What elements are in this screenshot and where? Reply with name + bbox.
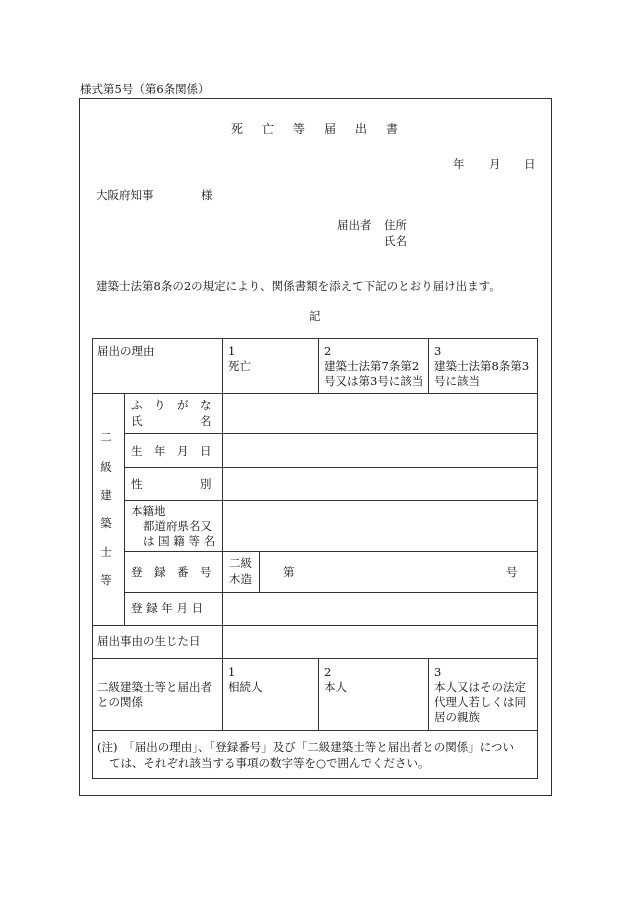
domicile-label: 都道府県名又: [143, 519, 212, 533]
form-number: 様式第5号（第6条関係）: [80, 82, 210, 96]
table-rule: [428, 658, 429, 730]
side-label-char: 二: [100, 430, 112, 444]
ki-mark: 記: [309, 309, 321, 323]
table-rule: [124, 467, 538, 468]
note-line-2: ては、それぞれ該当する事項の数字等を○で囲んでください。: [109, 756, 430, 770]
option-text: 本人又はその法定: [434, 680, 526, 694]
relation-option-2[interactable]: [324, 665, 347, 695]
table-rule: [318, 338, 319, 393]
registration-go: 号: [506, 565, 518, 579]
date-year: 年: [453, 157, 465, 171]
table-rule: [92, 625, 538, 626]
notifier-label: 届出者: [337, 218, 372, 232]
table-rule: [222, 625, 223, 658]
title-char: 出: [355, 122, 369, 136]
reason-option-1[interactable]: [228, 344, 251, 374]
reason-option-3[interactable]: [434, 344, 529, 389]
option-number: 2: [324, 665, 332, 679]
table-rule: [92, 393, 538, 394]
table-rule: [124, 551, 538, 552]
domicile-label: は 国 籍 等 名: [143, 534, 216, 548]
option-text: 本人: [324, 680, 347, 694]
option-text: 建築士法第7条第2: [324, 359, 420, 373]
option-number: 1: [228, 665, 236, 679]
date-month: 月: [489, 157, 501, 171]
side-label-char: 建: [100, 488, 112, 502]
notifier-address-label: 住所: [384, 218, 407, 232]
title-char: 死: [230, 122, 244, 136]
date-day: 日: [524, 157, 536, 171]
side-label-char: 等: [100, 573, 112, 587]
addressee-honorific: 様: [201, 188, 213, 202]
relation-option-3[interactable]: [434, 665, 526, 725]
furigana-label: ふ り が な: [131, 398, 212, 412]
side-label-char: 級: [100, 460, 112, 474]
table-rule: [92, 658, 538, 659]
table-rule: [92, 730, 538, 731]
name-label: 氏 名: [131, 414, 212, 428]
addressee-name: 大阪府知事: [96, 188, 154, 202]
reason-option-2[interactable]: [324, 344, 423, 389]
statement: 建築士法第8条の2の規定により、関係書類を添えて下記のとおり届け出ます。: [96, 279, 501, 293]
option-text: 建築士法第8条第3: [434, 359, 530, 373]
title-char: 届: [324, 122, 338, 136]
option-text: 号又は第3号に該当: [324, 374, 424, 388]
registration-date-label: 登 録 年 月 日: [131, 601, 204, 615]
side-label-char: 築: [100, 516, 112, 530]
registration-number-label: 登 録 番 号: [131, 565, 212, 579]
note-line-1: (注) 「届出の理由」、「登録番号」及び「二級建築士等と届出者との関係」につい: [97, 740, 514, 754]
registration-dai: 第: [283, 565, 295, 579]
option-text: 号に該当: [434, 374, 480, 388]
table-rule: [222, 338, 223, 393]
option-number: 3: [434, 665, 442, 679]
birth-date-label: 生 年 月 日: [131, 444, 212, 458]
notifier-name-label: 氏名: [384, 234, 407, 248]
domicile-label: 本籍地: [131, 504, 166, 518]
sex-label: 性 別: [131, 477, 212, 491]
relation-label-line: との関係: [97, 695, 143, 709]
registration-type[interactable]: 二級: [229, 556, 252, 570]
option-text: 居の親族: [434, 710, 480, 724]
option-number: 2: [324, 344, 332, 358]
option-text: 相続人: [228, 680, 263, 694]
title-char: 書: [386, 122, 400, 136]
table-rule: [428, 338, 429, 393]
reason-label: 届出の理由: [97, 344, 155, 358]
relation-label-line: 二級建築士等と届出者: [97, 680, 212, 694]
table-rule: [318, 658, 319, 730]
table-rule: [124, 592, 538, 593]
relation-label: [97, 680, 212, 710]
option-text: 死亡: [228, 359, 251, 373]
option-number: 3: [434, 344, 442, 358]
table-rule: [124, 500, 538, 501]
table-rule: [222, 393, 223, 625]
side-label-char: 士: [100, 545, 112, 559]
table-rule: [124, 393, 125, 625]
table-rule: [124, 433, 538, 434]
relation-option-1[interactable]: [228, 665, 263, 695]
registration-type[interactable]: 木造: [229, 572, 252, 586]
occurrence-date-label: 届出事由の生じた日: [97, 634, 201, 648]
title-char: 等: [292, 122, 306, 136]
form-title: [0, 121, 630, 137]
option-number: 1: [228, 344, 236, 358]
title-char: 亡: [261, 122, 275, 136]
table-rule: [259, 551, 260, 592]
table-rule: [222, 658, 223, 730]
option-text: 代理人若しくは同: [434, 695, 526, 709]
